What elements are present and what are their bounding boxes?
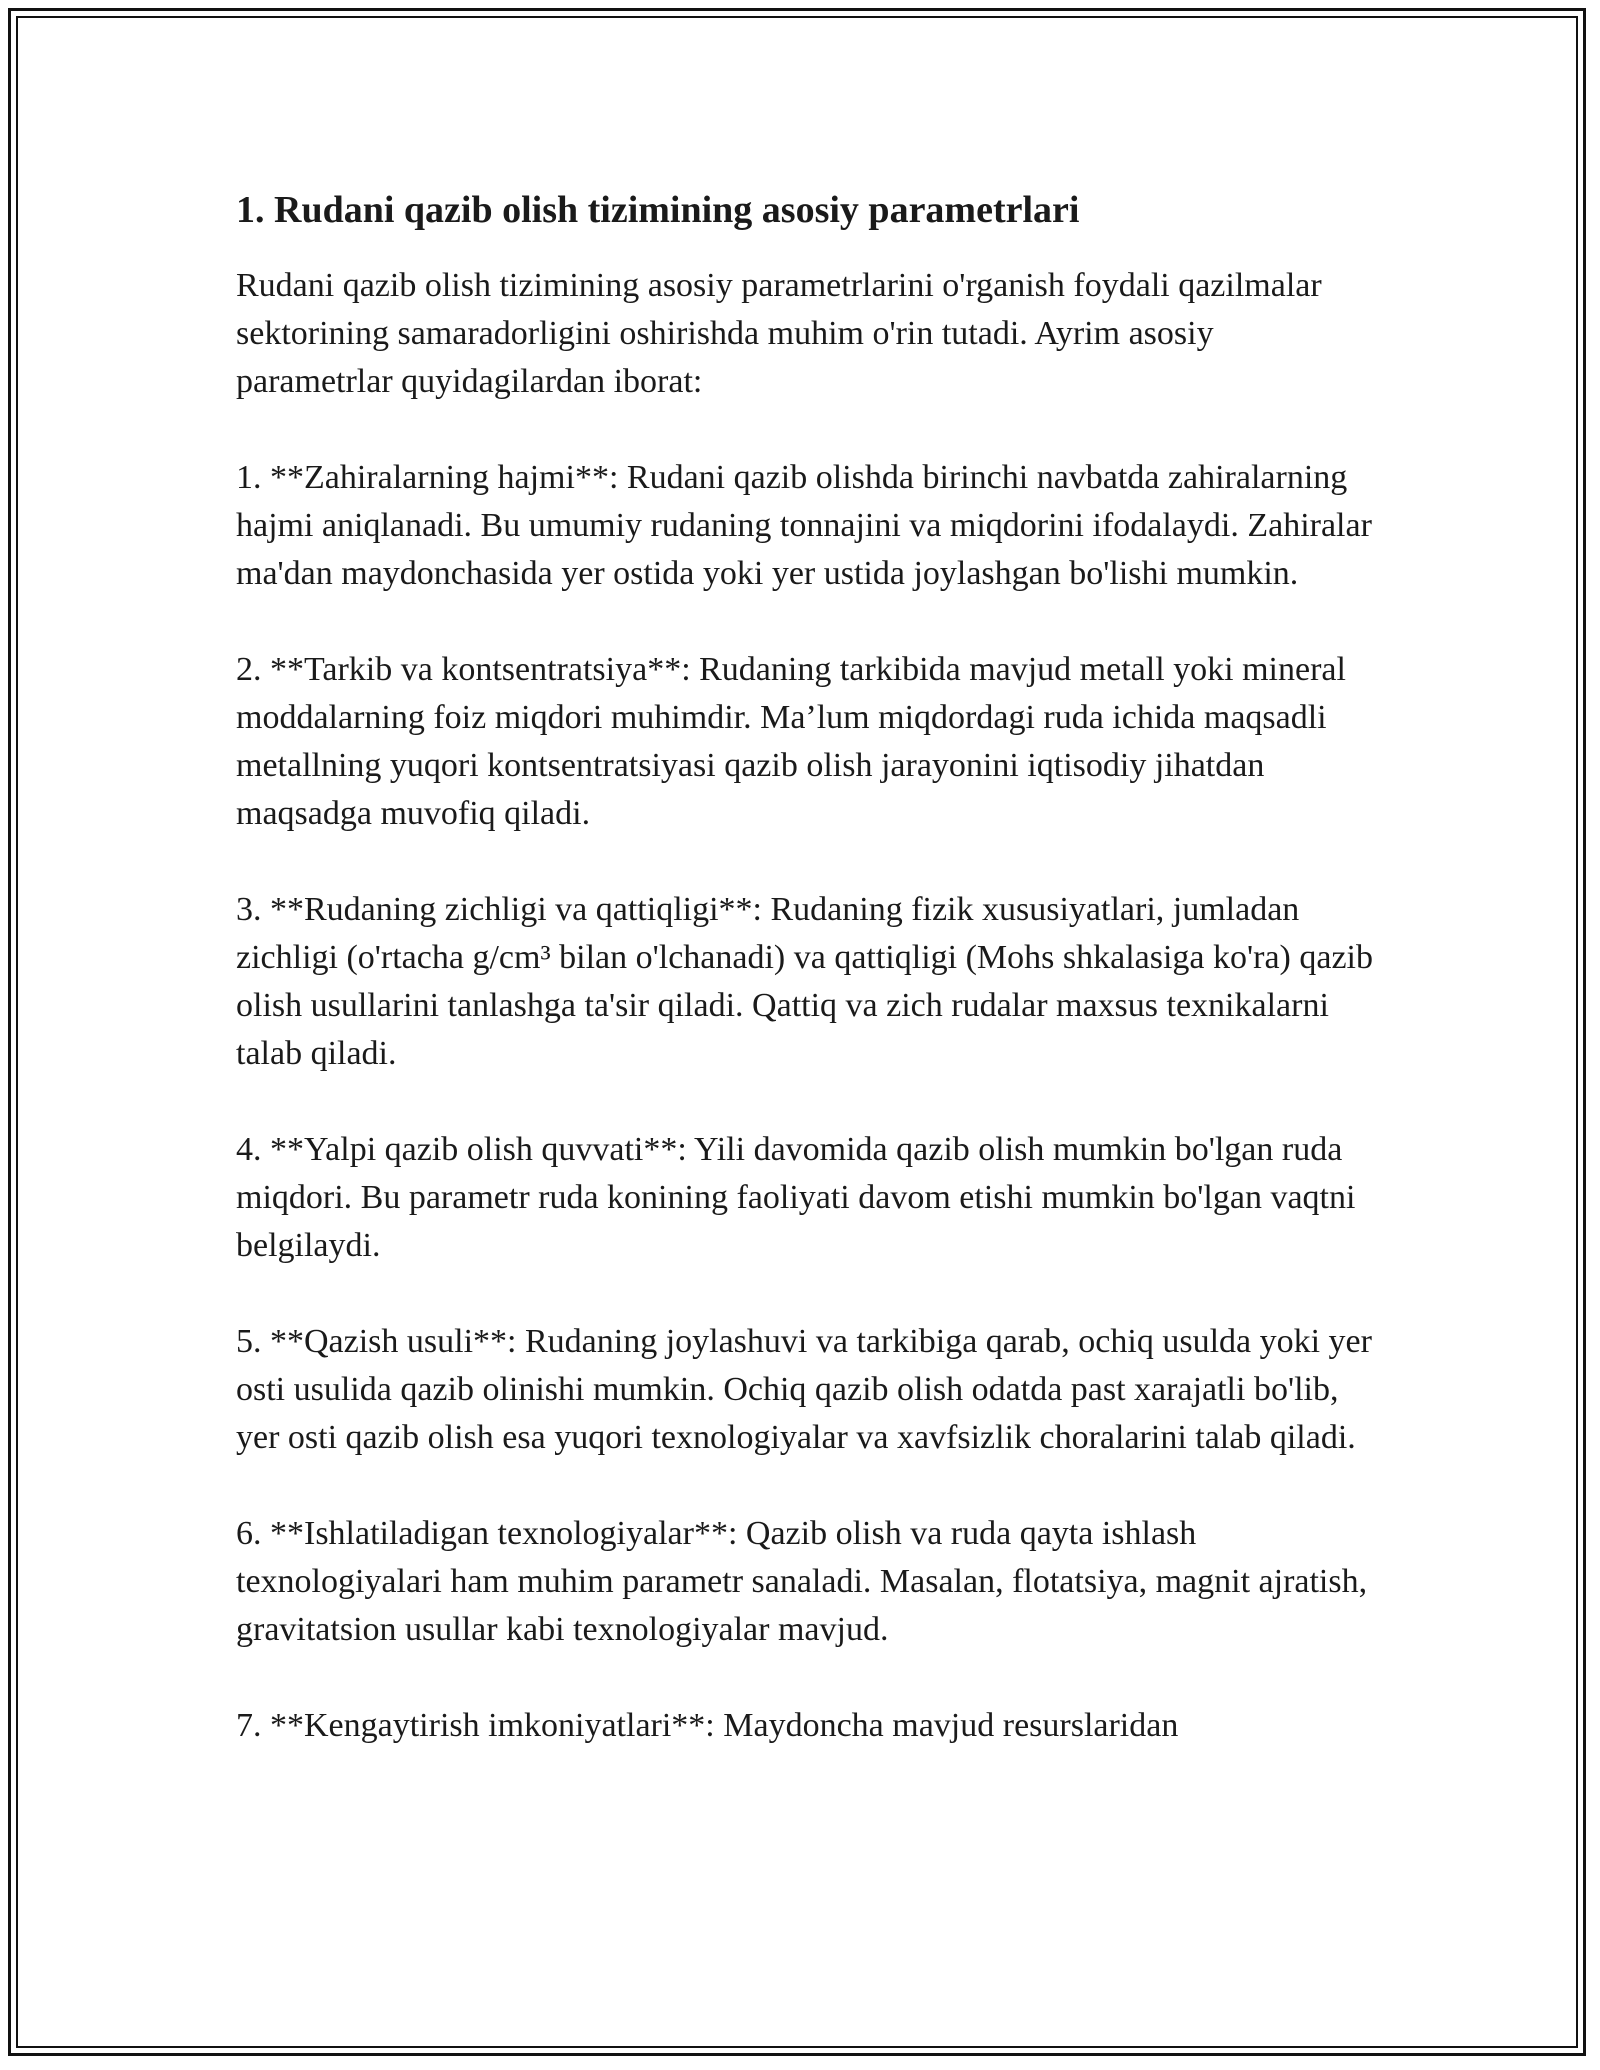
list-item: 7. **Kengaytirish imkoniyatlari**: Maydoncha mavjud resurslaridan: [236, 1706, 1179, 1744]
list-item: 5. **Qazish usuli**: Rudaning joylashuvi va tarkibiga qarab, ochiq usulda yoki yer osti usulida qazib olinishi mumkin. Ochiq qazib olish odatda past xarajatli bo'lib, yer osti qazib olish esa yuqori texnologiyalar va xavfsizlik choralarini talab qiladi.: [236, 1322, 1372, 1456]
list-item: 1. **Zahiralarning hajmi**: Rudani qazib olishda birinchi navbatda zahiralarning hajmi aniqlanadi. Bu umumiy rudaning tonnajini va miqdorini ifodalaydi. Zahiralar ma'dan maydonchasida yer ostida yoki yer ustida joylashgan bo'lishi mumkin.: [236, 458, 1372, 592]
list-item: 3. **Rudaning zichligi va qattiqligi**: Rudaning fizik xususiyatlari, jumladan zichligi (o'rtacha g/cm³ bilan o'lchanadi) va qattiqligi (Mohs shkalasiga ko'ra) qazib olish usullarini tanlashga ta'sir qiladi. Qattiq va zich rudalar maxsus texnikalarni talab qiladi.: [236, 890, 1373, 1072]
document-body: [236, 188, 1376, 1798]
list-item: 2. **Tarkib va kontsentratsiya**: Rudaning tarkibida mavjud metall yoki mineral moddalarning foiz miqdori muhimdir. Ma’lum miqdordagi ruda ichida maqsadli metallning yuqori kontsentratsiyasi qazib olish jarayonini iqtisodiy jihatdan maqsadga muvofiq qiladi.: [236, 650, 1346, 832]
list-item: 6. **Ishlatiladigan texnologiyalar**: Qazib olish va ruda qayta ishlash texnologiyalari ham muhim parametr sanaladi. Masalan, flotatsiya, magnit ajratish, gravitatsion usullar kabi texnologiyalar mavjud.: [236, 1514, 1368, 1648]
intro-paragraph: Rudani qazib olish tizimining asosiy parametrlarini o'rganish foydali qazilmalar sektorining samaradorligini oshirishda muhim o'rin tutadi. Ayrim asosiy parametrlar quyidagilardan iborat:: [236, 266, 1322, 400]
document-title: 1. Rudani qazib olish tizimining asosiy parametrlari: [236, 189, 1080, 231]
list-item: 4. **Yalpi qazib olish quvvati**: Yili davomida qazib olish mumkin bo'lgan ruda miqdori. Bu parametr ruda konining faoliyati davom etishi mumkin bo'lgan vaqtni belgilaydi.: [236, 1130, 1356, 1264]
